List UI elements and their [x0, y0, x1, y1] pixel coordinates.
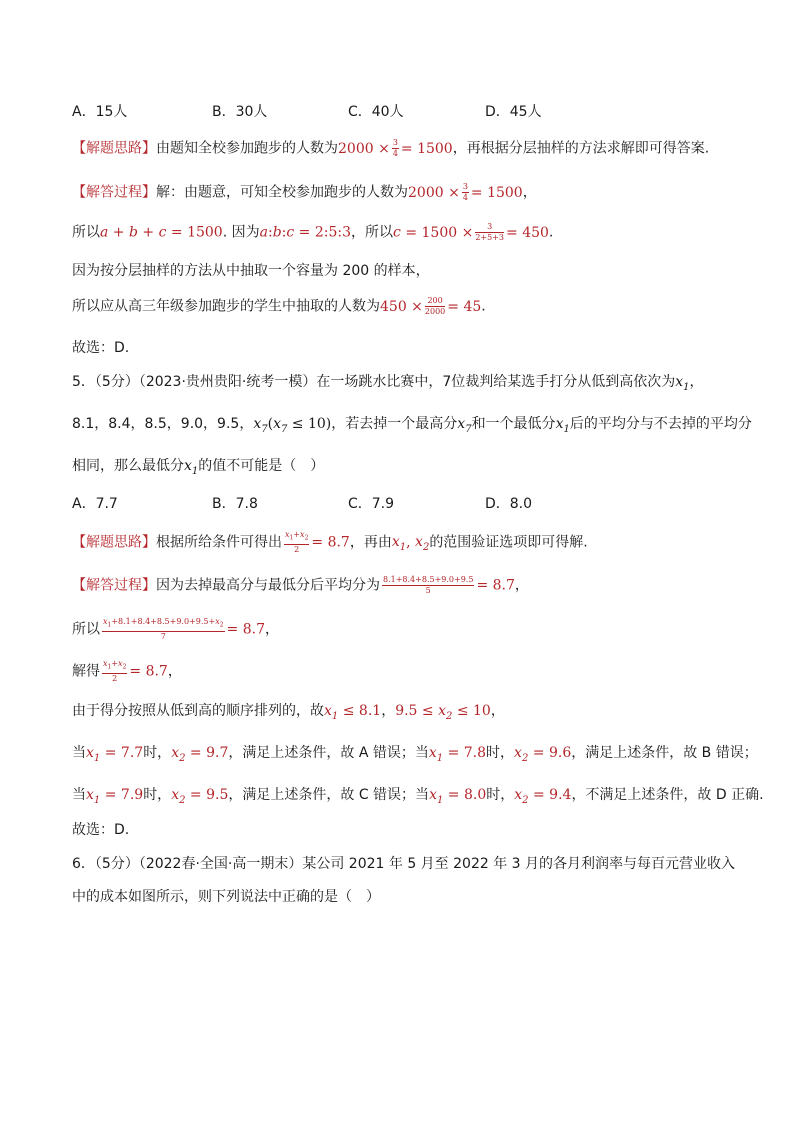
q5-stem-line-1	[72, 372, 704, 398]
text: 后的平均分与不去掉的平均分	[569, 416, 752, 432]
text: 所以	[72, 224, 100, 241]
q5-line-5: 当$x_1 = 7.7$时，$x_2 = 9.7$，满足上述条件，故 A 错误；当$x_1 = 7.8$时，$x_2 = 9.6$，满足上述条件，故 B 错误；	[72, 745, 758, 764]
formula: $x_1$	[324, 703, 339, 722]
q5-option-c: C．7.9	[348, 496, 395, 512]
text: 和一个最低分	[471, 416, 556, 432]
q6-stem-line-2: 中的成本如图所示，则下列说法中正确的是（ ）	[72, 889, 380, 905]
idea-text: ，再由	[349, 534, 392, 551]
formula: $x_1$	[391, 534, 407, 554]
text: 所以应从高三年级参加跑步的学生中抽取的人数为	[72, 298, 380, 315]
q5-line-4: 由于得分按照从低到高的顺序排列的，故$x_1 \le 8.1$，$9.5 \le x_2 \le 10$，	[72, 703, 505, 722]
q4-option-b: B．30人	[212, 104, 268, 120]
text: ，	[381, 703, 396, 719]
text: 时，	[486, 745, 515, 761]
q4-option-d: D．45人	[485, 104, 542, 120]
text: .	[481, 298, 486, 315]
text: 相同，那么最低分	[72, 458, 184, 474]
q4-line-4	[72, 296, 486, 317]
text: 当	[72, 745, 86, 761]
text: ，满足上述条件，故 C 错误；当	[228, 787, 430, 803]
q5-option-b: B．7.8	[212, 496, 258, 512]
formula: $x_2$	[171, 745, 186, 764]
idea-text: 根据所给条件可得出	[156, 534, 282, 551]
formula: $\frac{8.1+8.4+8.5+9.0+9.5}{5}$	[383, 575, 474, 595]
formula: a	[100, 224, 109, 241]
text: ，所以	[351, 224, 394, 241]
text: 时，	[143, 745, 172, 761]
idea-label: 【解题思路】	[72, 534, 156, 551]
formula: $x_1$	[555, 416, 570, 435]
idea-label: 【解题思路】	[72, 140, 156, 157]
formula: 2000 × $\frac{3}{4}$ = 1500	[338, 138, 453, 158]
text: .	[548, 224, 554, 241]
q6-stem-line-1: 6．（5分）（2022春·全国·高一期末）某公司 2021 年 5 月至 2022 年 3 月的各月利润率与每百元营业收入	[72, 856, 736, 872]
process-text: 因为去掉最高分与最低分后平均分为	[156, 577, 380, 594]
text: ，	[264, 621, 279, 638]
q4-option-a: A．15人	[72, 104, 128, 120]
text: ，不满足上述条件，故 D 正确.	[571, 787, 764, 803]
q5-line-2: 所以 $\frac{x_1+8.1+8.4+8.5+9.0+9.5+x_2}{7}$ = 8.7，	[72, 617, 279, 641]
process-label: 【解答过程】	[72, 577, 156, 594]
q5-answer: 故选：D.	[72, 822, 130, 838]
formula: $x_1$	[428, 745, 444, 764]
q5-stem-line-3	[72, 456, 324, 482]
q4-line-2: 所以a + b + c = 1500. 因为a:b:c = 2:5:3，所以c = 1500 × $\frac{3}{2+5+3}$ = 450.	[72, 222, 554, 242]
text: ，满足上述条件，故 B 错误；	[571, 745, 758, 761]
formula: 2000 × $\frac{3}{4}$ = 1500	[408, 182, 523, 202]
formula: $x_1$	[675, 374, 690, 393]
q4-solution-idea	[72, 138, 709, 159]
text: 解得	[72, 663, 100, 680]
q5-option-d: D．8.0	[485, 496, 533, 512]
formula: $x_7$	[253, 416, 268, 435]
idea-text: 由题知全校参加跑步的人数为	[156, 140, 338, 157]
formula: 9.5 ≤	[395, 703, 439, 719]
text: ，	[167, 663, 182, 680]
formula: $x_7$	[457, 416, 472, 435]
text: 时，	[143, 787, 172, 803]
formula: $x_1$	[429, 787, 444, 806]
q4-line-3: 因为按分层抽样的方法从中抽取一个容量为 200 的样本，	[72, 263, 430, 279]
formula: $x_2$	[514, 745, 529, 764]
formula: $x_2$	[514, 787, 529, 806]
text: ，	[490, 703, 505, 719]
q5-line-3: 解得 $\frac{x_1+x_2}{2}$ = 8.7，	[72, 659, 182, 683]
q5-option-a: A．7.7	[72, 496, 118, 512]
text: ，若去掉一个最高分	[331, 416, 458, 432]
formula: $x_1$	[86, 745, 101, 764]
text: 的值不可能是（ ）	[198, 458, 325, 474]
formula: $x_1$	[184, 458, 199, 477]
process-text: 解：由题意，可知全校参加跑步的人数为	[156, 184, 408, 201]
formula: $\frac{x_1+x_2}{2}$	[285, 530, 309, 554]
q4-option-c: C．40人	[348, 104, 404, 120]
text: ，	[689, 374, 704, 390]
process-label: 【解答过程】	[72, 184, 156, 201]
q4-solution-process	[72, 182, 537, 203]
formula: $x_2$	[171, 787, 186, 806]
idea-text: 的范围验证选项即可得解.	[429, 534, 588, 551]
formula: $\frac{x_1+x_2}{2}$	[103, 659, 127, 683]
text: 5．（5分）（2023·贵州贵阳·统考一模）在一场跳水比赛中，7位裁判给某选手打分从低到高依次为	[72, 374, 676, 390]
q4-answer: 故选：D.	[72, 340, 130, 356]
text: 由于得分按照从低到高的顺序排列的，故	[72, 703, 324, 719]
process-text: ，	[514, 577, 529, 594]
formula: $x_1$	[86, 787, 101, 806]
q5-solution-process: 【解答过程】因为去掉最高分与最低分后平均分为 $\frac{8.1+8.4+8.5+9.0+9.5}{5}$ = 8.7，	[72, 575, 529, 595]
text: 当	[72, 787, 86, 803]
formula: $\frac{x_1+8.1+8.4+8.5+9.0+9.5+x_2}{7}$	[103, 617, 224, 641]
text: 时，	[486, 787, 515, 803]
idea-text: ，再根据分层抽样的方法求解即可得答案.	[452, 140, 710, 157]
formula: 450 × $\frac{200}{2000}$ = 45	[380, 296, 482, 316]
process-text: ，	[522, 184, 537, 201]
text: ，满足上述条件，故 A 错误；当	[228, 745, 429, 761]
q5-line-6: 当$x_1 = 7.9$时，$x_2 = 9.5$，满足上述条件，故 C 错误；当$x_1 = 8.0$时，$x_2 = 9.4$，不满足上述条件，故 D 正确.	[72, 787, 764, 806]
text: 所以	[72, 621, 100, 638]
q5-solution-idea: 【解题思路】根据所给条件可得出 $\frac{x_1+x_2}{2}$ = 8.7，再由$x_1$, $x_2$的范围验证选项即可得解.	[72, 530, 588, 554]
text: 8.1，8.4，8.5，9.0，9.5，	[72, 416, 254, 432]
q5-stem-line-2: 8.1，8.4，8.5，9.0，9.5，$x_7(x_7 \le 10)$，若去掉一个最高分$x_7$和一个最低分$x_1$后的平均分与不去掉的平均分	[72, 416, 752, 435]
formula: a	[259, 224, 268, 241]
formula: c	[393, 224, 401, 241]
text: . 因为	[222, 224, 260, 241]
